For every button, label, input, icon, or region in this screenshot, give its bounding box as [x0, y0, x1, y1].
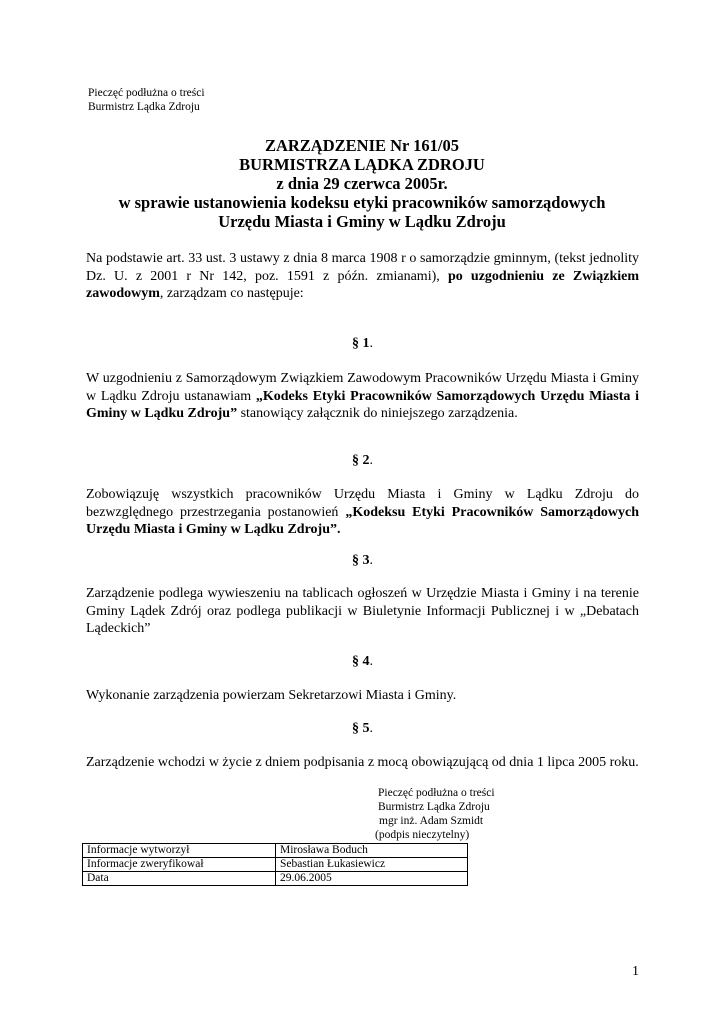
stamp-bottom-line3: mgr inż. Adam Szmidt [379, 815, 484, 827]
section-2-bold: „Kodeksu Etyki Pracowników Samorządowych Urzędu Miasta i Gminy w Lądku Zdroju”. [86, 504, 639, 537]
section-2-paragraph [86, 486, 639, 539]
table-row [83, 872, 468, 886]
section-5-text: Zarządzenie wchodzi w życie z dniem podpisania z mocą obowiązującą od dnia 1 lipca 2005 roku. [86, 755, 639, 770]
stamp-top [88, 86, 205, 114]
title-line4: w sprawie ustanowienia kodeksu etyki pracowników samorządowych [118, 193, 606, 212]
intro-text: Na podstawie art. 33 ust. 3 ustawy z dnia 8 marca 1908 r o samorządzie gminnym, (tekst jednolity Dz. U. z 2001 r Nr 142, poz. 1591 z późn. zmianami), [86, 251, 639, 284]
section-4-dot: . [369, 654, 373, 669]
intro-tail: , zarządzam co następuje: [159, 286, 304, 301]
info-table [82, 843, 468, 886]
section-1-tail: stanowiący załącznik do niniejszego zarządzenia. [237, 406, 518, 421]
section-4-mark: § 4 [352, 654, 370, 669]
section-1-heading [86, 336, 639, 352]
section-1-bold: „Kodeks Etyki Pracowników Samorządowych Urzędu Miasta i Gminy w Lądku Zdroju” [86, 388, 639, 421]
section-5-paragraph [86, 754, 639, 772]
section-2-text: Zobowiązuję wszystkich pracowników Urzędu Miasta i Gminy w Lądku Zdroju do bezwzględnego przestrzegania postanowień [86, 487, 639, 520]
section-5-heading [86, 721, 639, 737]
section-4-heading [86, 654, 639, 670]
section-1-paragraph [86, 370, 639, 423]
stamp-top-line2: Burmistrz Lądka Zdroju [88, 101, 200, 113]
title-line5: Urzędu Miasta i Gminy w Lądku Zdroju [218, 212, 506, 231]
section-3-dot: . [369, 553, 373, 568]
table-cell-label: Informacje zweryfikował [83, 858, 276, 872]
stamp-bottom-line2: Burmistrz Lądka Zdroju [378, 801, 490, 813]
table-cell-label: Data [83, 872, 276, 886]
table-cell-value: Sebastian Łukasiewicz [276, 858, 468, 872]
section-4-text: Wykonanie zarządzenia powierzam Sekretarzowi Miasta i Gminy. [86, 688, 457, 703]
page-number: 1 [632, 964, 639, 979]
section-3-text: Zarządzenie podlega wywieszeniu na tablicach ogłoszeń w Urzędzie Miasta i Gminy i na terenie Gminy Lądek Zdrój oraz podlega publikacji w Biuletynie Informacji Publicznej i w „Debatach Lądeckich” [86, 586, 639, 636]
stamp-bottom-line1: Pieczęć podłużna o treści [378, 787, 495, 799]
section-2-heading [86, 453, 639, 469]
document-title [60, 136, 664, 231]
title-line1: ZARZĄDZENIE Nr 161/05 [264, 136, 460, 155]
section-4-paragraph [86, 687, 639, 705]
title-line3: z dnia 29 czerwca 2005r. [276, 174, 448, 193]
section-3-paragraph [86, 585, 639, 638]
title-line2: BURMISTRZA LĄDKA ZDROJU [239, 155, 485, 174]
section-5-dot: . [369, 721, 373, 736]
section-1-mark: § 1 [352, 336, 370, 351]
section-1-dot: . [369, 336, 373, 351]
section-3-heading [86, 553, 639, 569]
section-2-dot: . [369, 453, 373, 468]
table-cell-value: 29.06.2005 [276, 872, 468, 886]
table-cell-label: Informacje wytworzył [83, 844, 276, 858]
stamp-bottom [373, 786, 495, 842]
section-2-mark: § 2 [352, 453, 370, 468]
table-row [83, 858, 468, 872]
section-3-mark: § 3 [352, 553, 370, 568]
stamp-top-line1: Pieczęć podłużna o treści [88, 87, 205, 99]
table-cell-value: Mirosława Boduch [276, 844, 468, 858]
intro-paragraph [86, 250, 639, 303]
stamp-bottom-line4: (podpis nieczytelny) [375, 829, 470, 841]
intro-bold: po uzgodnieniu ze Związkiem zawodowym [86, 268, 639, 301]
section-5-mark: § 5 [352, 721, 370, 736]
table-row [83, 844, 468, 858]
section-1-text: W uzgodnieniu z Samorządowym Związkiem Zawodowym Pracowników Urzędu Miasta i Gminy w Lądku Zdroju ustanawiam [86, 371, 639, 404]
